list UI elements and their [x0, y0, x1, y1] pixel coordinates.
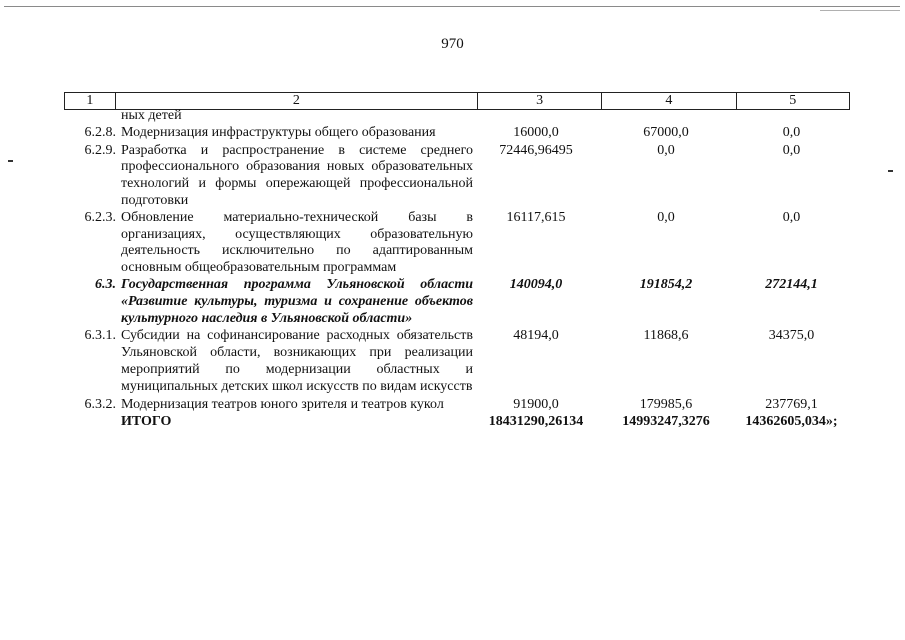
row-value-col5 — [733, 108, 850, 125]
row-value-col5: 0,0 — [782, 124, 801, 140]
row-value-col4 — [599, 108, 733, 125]
table-row — [64, 397, 850, 414]
row-value-col4: 191854,2 — [639, 276, 693, 292]
budget-table — [64, 108, 850, 431]
table-row — [64, 210, 850, 277]
header-col-2: 2 — [116, 93, 478, 109]
row-number: 6.2.8. — [84, 124, 116, 140]
row-description: Разработка и распространение в системе среднего профессионального образования новых образовательных технологий и формы опережающей профессиональной подготовки — [121, 142, 473, 208]
table-row — [64, 143, 850, 210]
table-row — [64, 328, 850, 395]
row-number: 6.3.1. — [84, 328, 116, 344]
row-value-col3: 48194,0 — [513, 328, 559, 344]
row-description: ных детей — [121, 108, 182, 123]
header-col-1: 1 — [65, 93, 116, 109]
row-description: Модернизация инфраструктуры общего образования — [121, 124, 436, 140]
row-value-col4: 67000,0 — [643, 124, 689, 140]
row-number: 6.3.2. — [84, 396, 116, 412]
total-value-col4: 14993247,3276 — [622, 414, 710, 430]
scan-top-line-secondary — [820, 10, 900, 11]
row-value-col4: 11868,6 — [643, 328, 689, 344]
total-value-col5: 14362605,034»; — [745, 414, 838, 430]
row-value-col5: 237769,1 — [765, 396, 818, 412]
total-label: ИТОГО — [121, 414, 172, 430]
row-value-col5: 272144,1 — [765, 276, 818, 292]
row-value-col5: 34375,0 — [768, 328, 815, 344]
row-number: 6.2.9. — [84, 142, 116, 158]
table-row-total — [64, 414, 850, 431]
row-value-col3: 140094,0 — [509, 276, 563, 292]
table-row — [64, 108, 850, 125]
row-value-col4: 0,0 — [657, 209, 675, 225]
row-value-col3: 16000,0 — [513, 124, 559, 140]
row-description: Обновление материально-технической базы в организациях, осуществляющих образовательную деятельность исключительно по адаптированным основным общеобразовательным программам — [121, 209, 473, 276]
row-value-col3: 91900,0 — [513, 396, 559, 412]
table-row-program — [64, 277, 850, 327]
row-value-col3: 16117,615 — [506, 209, 566, 225]
row-value-col5: 0,0 — [782, 142, 801, 158]
row-value-col3: 72446,96495 — [499, 142, 573, 158]
margin-mark-right — [888, 170, 893, 172]
row-number — [64, 414, 121, 431]
row-value-col3 — [473, 108, 599, 125]
row-value-col4: 0,0 — [657, 142, 675, 158]
header-col-5: 5 — [789, 93, 797, 108]
row-number — [64, 108, 121, 125]
page-number: 970 — [441, 36, 464, 52]
header-col-4: 4 — [602, 93, 736, 109]
row-description: Субсидии на софинансирование расходных обязательств Ульяновской области, возникающих при реализации мероприятий по модернизации областных и муниципальных детских школ искусств по видам искусств — [121, 328, 473, 394]
scan-top-line — [4, 6, 900, 7]
row-number: 6.2.3. — [84, 209, 116, 225]
margin-mark-left — [8, 160, 13, 162]
total-value-col3: 18431290,26134 — [488, 414, 584, 430]
table-row — [64, 125, 850, 142]
row-value-col4: 179985,6 — [639, 396, 693, 412]
row-description: Государственная программа Ульяновской области «Развитие культуры, туризма и сохранение объектов культурного наследия в Ульяновской области» — [121, 276, 473, 326]
header-col-3: 3 — [478, 93, 602, 109]
row-description: Модернизация театров юного зрителя и театров кукол — [121, 396, 444, 412]
row-number: 6.3. — [95, 276, 116, 292]
row-value-col5: 0,0 — [782, 209, 801, 225]
